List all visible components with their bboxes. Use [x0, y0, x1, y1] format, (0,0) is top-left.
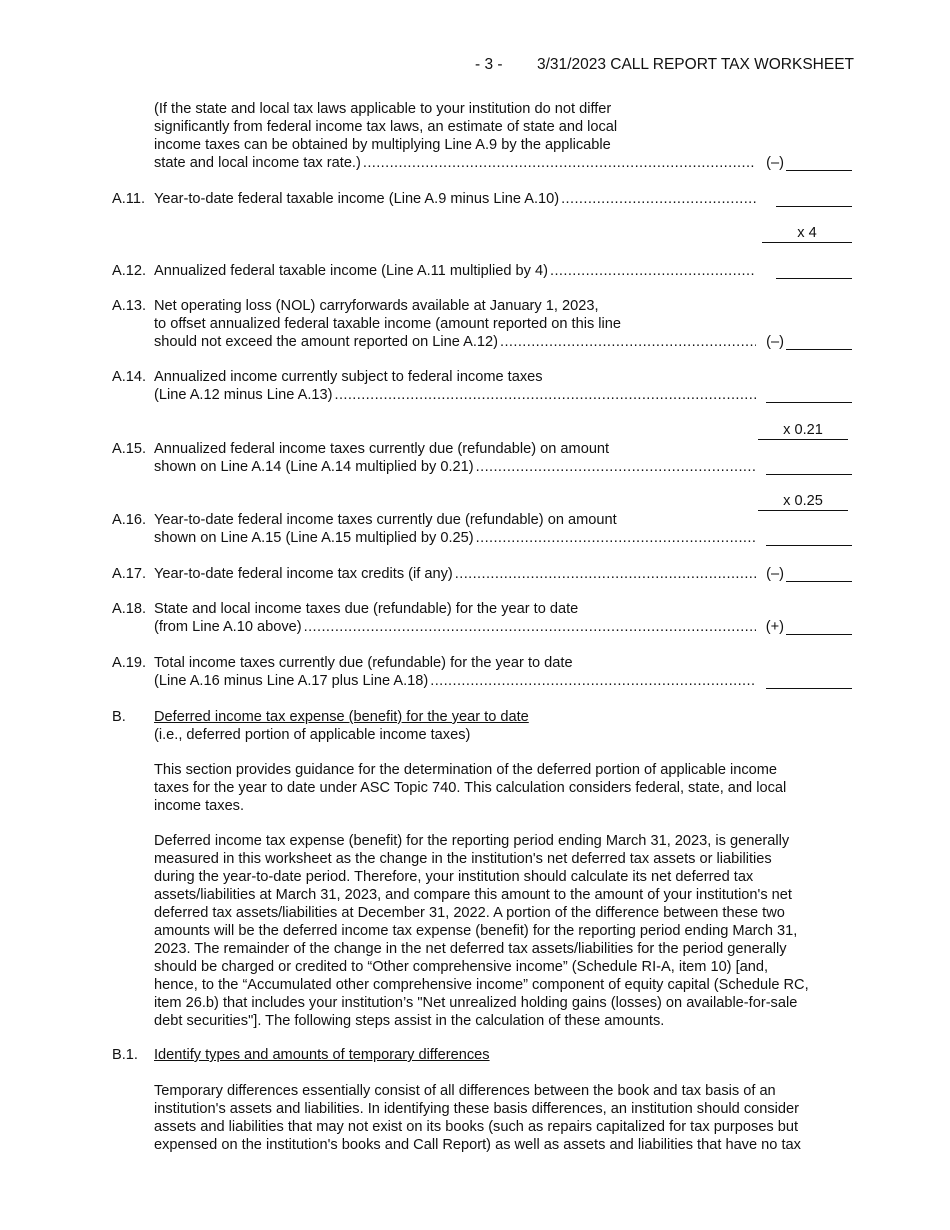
section-number: B.1. [112, 1047, 138, 1063]
dot-leader [304, 618, 756, 636]
para-line: debt securities"]. The following steps assist in the calculation of these amounts. [154, 1013, 665, 1029]
para-line: Deferred income tax expense (benefit) for the reporting period ending March 31, 2023, is generally [154, 833, 790, 849]
amount-blank-a10 [786, 155, 852, 171]
line-text: Year-to-date federal taxable income (Line A.9 minus Line A.10) [154, 191, 560, 207]
para-line: 2023. The remainder of the change in the net deferred tax assets/liabilities for the period generally [154, 941, 787, 957]
line-a17 [112, 565, 852, 583]
section-b1-heading [112, 1046, 852, 1064]
dot-leader [363, 154, 756, 172]
section-number: B. [112, 709, 126, 725]
section-b-heading [112, 708, 852, 744]
section-b-paragraph-2 [154, 832, 854, 1030]
dot-leader [561, 190, 756, 208]
line-text: (If the state and local tax laws applicable to your institution do not differ [154, 101, 612, 117]
line-text: to offset annualized federal taxable income (amount reported on this line [154, 316, 622, 332]
line-text: Year-to-date federal income tax credits (if any) [154, 566, 453, 582]
dot-leader [476, 529, 756, 547]
line-text: (from Line A.10 above) [154, 619, 302, 635]
amount-blank-a14 [766, 387, 852, 403]
line-text: (Line A.12 minus Line A.13) [154, 387, 333, 403]
line-text: state and local income tax rate.) [154, 155, 361, 171]
para-line: taxes for the year to date under ASC Topic 740. This calculation considers federal, state, and local [154, 780, 787, 796]
line-number: A.13. [112, 298, 147, 314]
line-a14 [112, 368, 852, 404]
dot-leader [455, 565, 756, 583]
section-b1-paragraph [154, 1082, 854, 1154]
line-a11 [112, 190, 852, 208]
line-text: State and local income taxes due (refundable) for the year to date [154, 601, 579, 617]
para-line: institution's assets and liabilities. In identifying these basis differences, an institution should consider [154, 1101, 800, 1117]
line-text: shown on Line A.15 (Line A.15 multiplied by 0.25) [154, 530, 474, 546]
multiplier-x4: x 4 [762, 225, 852, 243]
line-text: significantly from federal income tax laws, an estimate of state and local [154, 119, 618, 135]
section-subtitle: (i.e., deferred portion of applicable income taxes) [154, 727, 471, 743]
para-line: deferred tax assets/liabilities at December 31, 2022. A portion of the difference between these two [154, 905, 785, 921]
line-number: A.11. [112, 191, 145, 207]
para-line: expensed on the institution's books and Call Report) as well as assets and liabilities that have no tax [154, 1137, 801, 1153]
dot-leader [430, 672, 756, 690]
multiplier-x021: x 0.21 [758, 422, 848, 440]
line-number: A.16. [112, 512, 147, 528]
line-a15 [112, 440, 852, 476]
para-line: amounts will be the deferred income tax expense (benefit) for the reporting period ending March 31, [154, 923, 798, 939]
line-a13 [112, 297, 852, 351]
line-a12 [112, 262, 852, 280]
line-a18 [112, 600, 852, 636]
amount-blank-a16 [766, 530, 852, 546]
line-number: A.18. [112, 601, 147, 617]
para-line: assets/liabilities at March 31, 2023, and compare this amount to the amount of your institution's net [154, 887, 792, 903]
line-number: A.12. [112, 263, 147, 279]
dot-leader [500, 333, 756, 351]
dot-leader [550, 262, 756, 280]
multiplier-x025: x 0.25 [758, 493, 848, 511]
line-text: Annualized federal income taxes currently due (refundable) on amount [154, 441, 610, 457]
section-title: Deferred income tax expense (benefit) for the year to date [154, 709, 529, 725]
amount-blank-a18 [786, 619, 852, 635]
line-number: A.17. [112, 566, 147, 582]
line-number: A.15. [112, 441, 147, 457]
line-text: Year-to-date federal income taxes currently due (refundable) on amount [154, 512, 617, 528]
line-number: A.14. [112, 369, 147, 385]
para-line: This section provides guidance for the determination of the deferred portion of applicable income [154, 762, 778, 778]
section-title: Identify types and amounts of temporary differences [154, 1047, 490, 1063]
document-title: 3/31/2023 CALL REPORT TAX WORKSHEET [537, 56, 855, 73]
line-text: income taxes can be obtained by multiplying Line A.9 by the applicable [154, 137, 611, 153]
para-line: during the year-to-date period. Therefore, your institution should calculate its net deferred tax [154, 869, 754, 885]
line-text: Net operating loss (NOL) carryforwards available at January 1, 2023, [154, 298, 599, 314]
sign-plus: (+) [765, 619, 784, 635]
dot-leader [476, 458, 756, 476]
amount-blank-a13 [786, 334, 852, 350]
amount-blank-a11 [776, 191, 852, 207]
line-text: Total income taxes currently due (refundable) for the year to date [154, 655, 573, 671]
line-a16 [112, 511, 852, 547]
line-text: Annualized income currently subject to federal income taxes [154, 369, 543, 385]
amount-blank-a12 [776, 263, 852, 279]
sign-minus: (–) [766, 155, 784, 171]
line-number: A.19. [112, 655, 147, 671]
para-line: hence, to the “Accumulated other comprehensive income” component of equity capital (Schedule RC, [154, 977, 809, 993]
para-line: measured in this worksheet as the change in the institution's net deferred tax assets or liabilities [154, 851, 772, 867]
para-line: item 26.b) that includes your institution’s "Net unrealized holding gains (losses) on available-for-sale [154, 995, 798, 1011]
amount-blank-a17 [786, 566, 852, 582]
line-a19 [112, 654, 852, 690]
line-text: shown on Line A.14 (Line A.14 multiplied by 0.21) [154, 459, 474, 475]
line-text: should not exceed the amount reported on Line A.12) [154, 334, 499, 350]
sign-minus: (–) [766, 566, 784, 582]
para-line: income taxes. [154, 798, 245, 814]
section-b-paragraph-1 [154, 761, 854, 815]
line-a10-continuation [112, 100, 852, 172]
amount-blank-a15 [766, 459, 852, 475]
dot-leader [334, 386, 756, 404]
para-line: assets and liabilities that may not exist on its books (such as repairs capitalized for tax purposes but [154, 1119, 799, 1135]
sign-minus: (–) [766, 334, 784, 350]
page-number: - 3 - [475, 56, 503, 73]
line-text: (Line A.16 minus Line A.17 plus Line A.18) [154, 673, 429, 689]
para-line: Temporary differences essentially consist of all differences between the book and tax basis of an [154, 1083, 776, 1099]
para-line: should be charged or credited to “Other comprehensive income” (Schedule RI-A, item 10) [and, [154, 959, 769, 975]
amount-blank-a19 [766, 673, 852, 689]
line-text: Annualized federal taxable income (Line A.11 multiplied by 4) [154, 263, 548, 279]
